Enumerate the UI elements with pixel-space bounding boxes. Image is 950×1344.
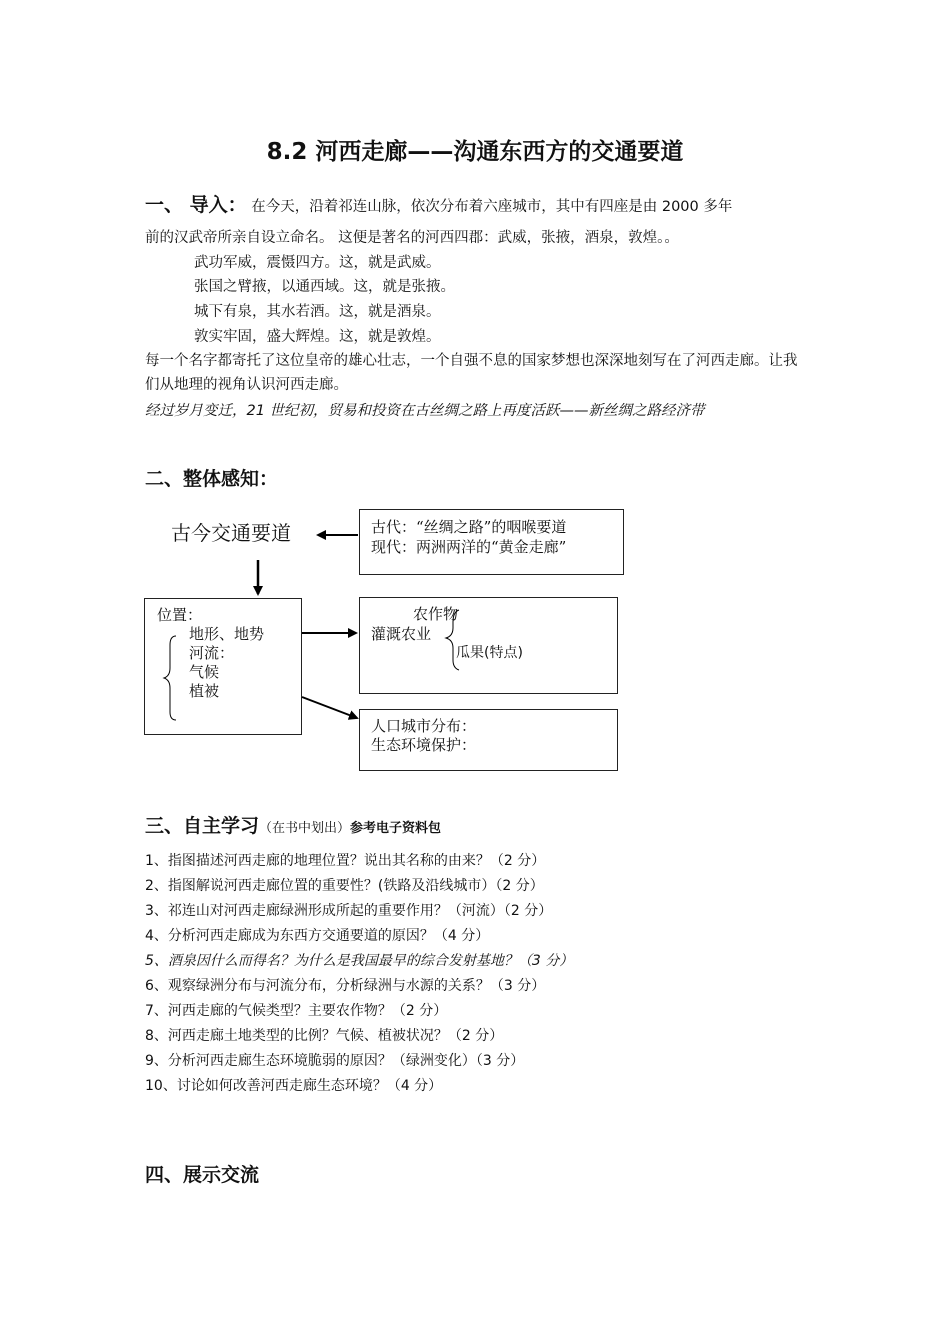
section3-heading: 三、自主学习	[145, 815, 260, 837]
section3-ref: 参考电子资料包	[350, 821, 442, 836]
question-5: 5、酒泉因什么而得名？为什么是我国最早的综合发射基地？（3 分）	[145, 953, 574, 969]
section2-heading: 二、整体感知：	[145, 468, 279, 490]
agri-box-top: 农作物	[413, 605, 459, 623]
left-box-item-2: 河流：	[189, 644, 235, 662]
top-box-line-2: 现代：两洲两洋的“黄金走廊”	[371, 538, 567, 556]
poem-line-1: 武功军威，震慑四方。这，就是武威。	[194, 255, 441, 271]
agri-box-bottom: 瓜果(特点)	[456, 645, 523, 661]
intro-line1: 在今天，沿着祁连山脉，依次分布着六座城市，其中有四座是由 2000 多年	[246, 199, 733, 215]
section3-note: （在书中划出）	[259, 821, 351, 836]
question-4: 4、分析河西走廊成为东西方交通要道的原因？（4 分）	[145, 928, 490, 944]
poem-line-2: 张国之臂掖，以通西域。这，就是张掖。	[194, 279, 455, 295]
arrow-left-to-pop	[302, 697, 357, 718]
section3-heading-line	[145, 811, 441, 838]
question-2: 2、指图解说河西走廊位置的重要性？(铁路及沿线城市）（2 分）	[145, 878, 544, 894]
agri-box-left: 灌溉农业	[371, 625, 432, 643]
intro-paragraph: 每一个名字都寄托了这位皇帝的雄心壮志，一个自强不息的国家梦想也深深地刻写在了河西走廊。让我们从地理的视角认识河西走廊。	[145, 353, 798, 393]
section1-heading: 一、 导入：	[145, 194, 247, 216]
left-box-item-4: 植被	[189, 682, 220, 700]
pop-box-line-2: 生态环境保护：	[371, 736, 477, 754]
diagram-center-label: 古今交通要道	[171, 521, 291, 545]
left-box-label: 位置：	[157, 606, 203, 624]
intro-first-line	[145, 190, 732, 217]
section4-heading: 四、展示交流	[145, 1164, 260, 1186]
question-9: 9、分析河西走廊生态环境脆弱的原因？（绿洲变化）（3 分）	[145, 1053, 525, 1069]
poem-line-4: 敦实牢固，盛大辉煌。这，就是敦煌。	[194, 329, 441, 345]
question-8: 8、河西走廊土地类型的比例？气候、植被状况？（2 分）	[145, 1028, 504, 1044]
question-7: 7、河西走廊的气候类型？主要农作物？（2 分）	[145, 1003, 448, 1019]
question-10: 10、讨论如何改善河西走廊生态环境？（4 分）	[145, 1078, 443, 1094]
left-box-item-1: 地形、地势	[189, 625, 265, 643]
pop-box-line-1: 人口城市分布：	[371, 717, 477, 735]
top-box-line-1: 古代：“丝绸之路”的咽喉要道	[371, 518, 567, 536]
poem-line-3: 城下有泉，其水若酒。这，就是酒泉。	[194, 304, 441, 320]
question-3: 3、祁连山对河西走廊绿洲形成所起的重要作用？（河流）（2 分）	[145, 903, 553, 919]
document-title: 8.2 河西走廊——沟通东西方的交通要道	[266, 139, 684, 165]
question-1: 1、指图描述河西走廊的地理位置？说出其名称的由来？（2 分）	[145, 853, 546, 869]
left-box-item-3: 气候	[189, 663, 220, 681]
intro-italic-line: 经过岁月变迁，21 世纪初，贸易和投资在古丝绸之路上再度活跃——新丝绸之路经济带	[145, 403, 705, 419]
question-6: 6、观察绿洲分布与河流分布，分析绿洲与水源的关系？（3 分）	[145, 978, 546, 994]
intro-line2: 前的汉武帝所亲自设立命名。 这便是著名的河西四郡：武威，张掖，酒泉，敦煌。。	[145, 230, 679, 246]
